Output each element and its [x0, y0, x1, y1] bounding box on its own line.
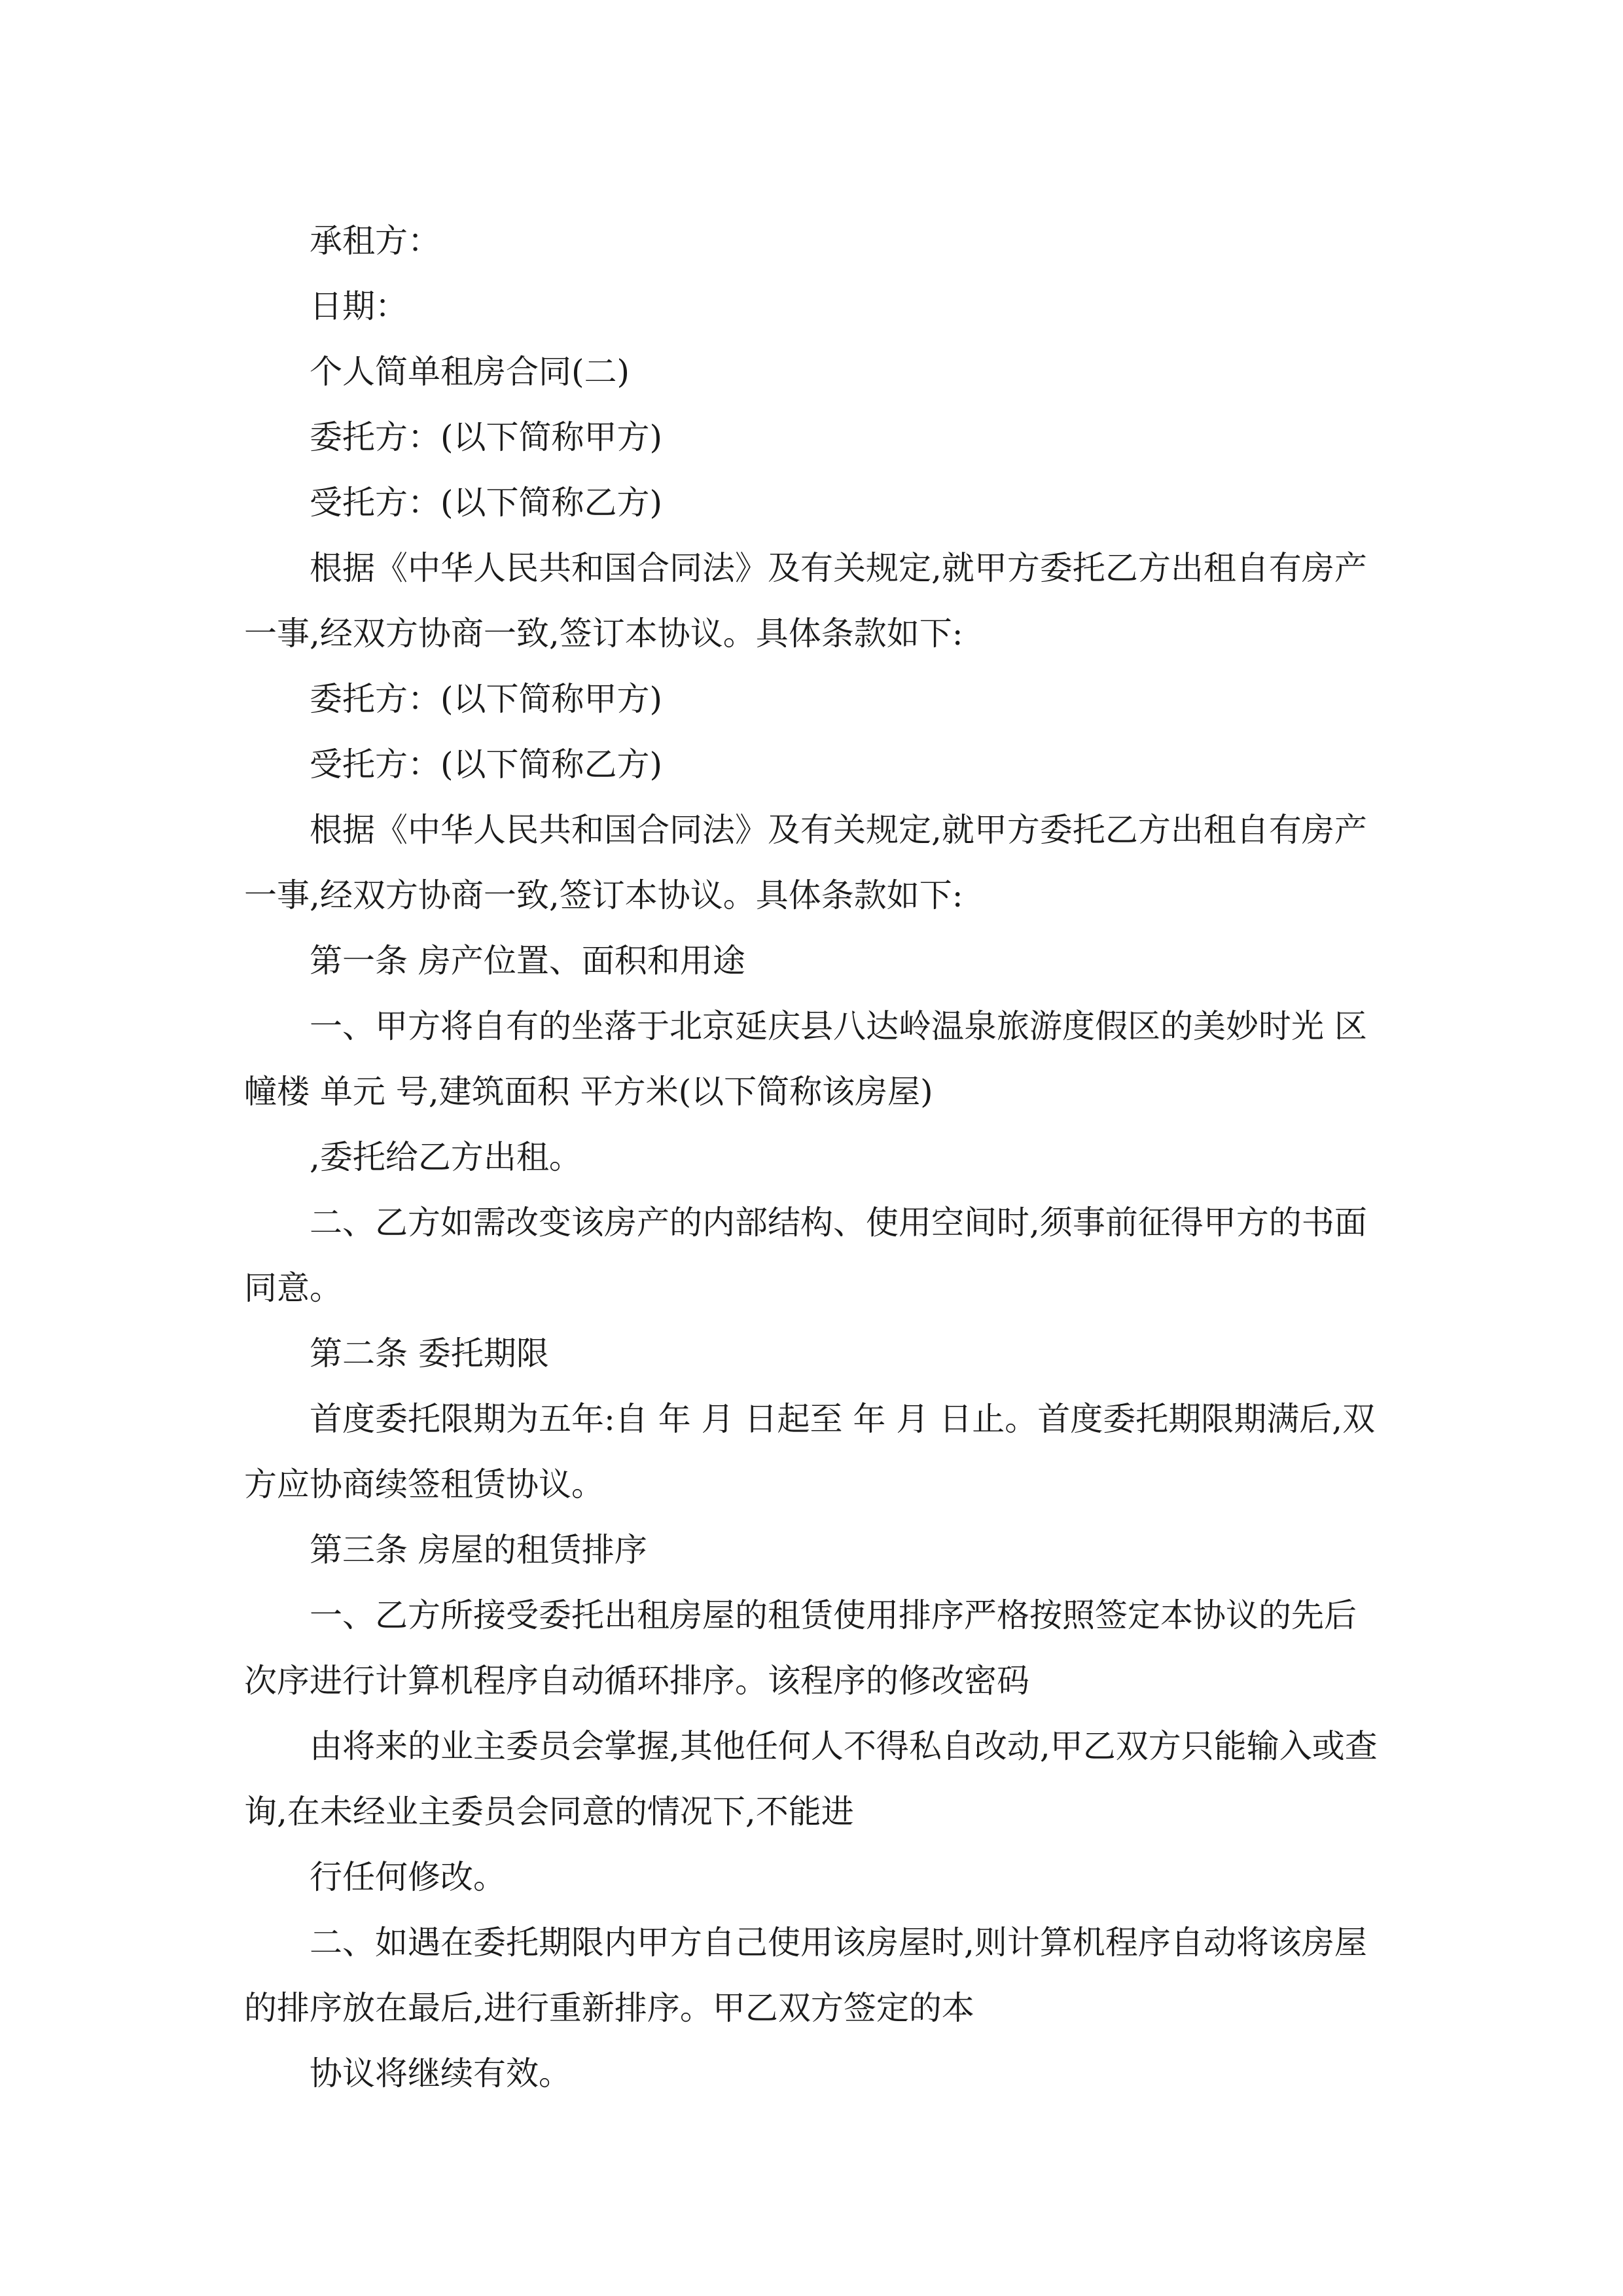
article-1-clause-2: 二、乙方如需改变该房产的内部结构、使用空间时,须事前征得甲方的书面同意。	[244, 1204, 1367, 1307]
paragraph-principal-repeat: 委托方：(以下简称甲方)	[310, 680, 663, 718]
paragraph-basis: 根据《中华人民共和国合同法》及有关规定,就甲方委托乙方出租自有房产一事,经双方协商一致,签订本协议。具体条款如下:	[244, 549, 1367, 653]
article-1-clause-1-cont: ,委托给乙方出租。	[310, 1138, 582, 1176]
article-3-clause-1-cont: 由将来的业主委员会掌握,其他任何人不得私自改动,甲乙双方只能输入或查询,在未经业主委员会同意的情况下,不能进	[244, 1727, 1378, 1831]
paragraph-agent-repeat: 受托方：(以下简称乙方)	[310, 745, 663, 783]
paragraph-basis-repeat: 根据《中华人民共和国合同法》及有关规定,就甲方委托乙方出租自有房产一事,经双方协商一致,签订本协议。具体条款如下:	[244, 811, 1367, 914]
article-3-clause-2: 二、如遇在委托期限内甲方自己使用该房屋时,则计算机程序自动将该房屋的排序放在最后,进行重新排序。甲乙双方签定的本	[244, 1924, 1367, 2027]
article-3-clause-1: 一、乙方所接受委托出租房屋的租赁使用排序严格按照签定本协议的先后次序进行计算机程序自动循环排序。该程序的修改密码	[244, 1596, 1357, 1700]
document-body	[244, 208, 1380, 2106]
paragraph-tenant: 承租方：	[310, 222, 440, 260]
article-3-clause-2-end: 协议将继续有效。	[310, 2054, 571, 2092]
article-2-clause: 首度委托限期为五年:自 年 月 日起至 年 月 日止。首度委托期限期满后,双方应协商续签租赁协议。	[244, 1400, 1376, 1503]
paragraph-date: 日期：	[310, 287, 408, 325]
article-3-heading: 第三条 房屋的租赁排序	[310, 1531, 647, 1569]
article-1-heading: 第一条 房产位置、面积和用途	[310, 942, 745, 980]
paragraph-principal: 委托方：(以下简称甲方)	[310, 418, 663, 456]
paragraph-agent: 受托方：(以下简称乙方)	[310, 484, 663, 522]
article-1-clause-1: 一、甲方将自有的坐落于北京延庆县八达岭温泉旅游度假区的美妙时光 区幢楼 单元 号,建筑面积 平方米(以下简称该房屋)	[244, 1007, 1367, 1111]
article-3-clause-1-end: 行任何修改。	[310, 1858, 506, 1896]
paragraph-contract-title: 个人简单租房合同(二)	[310, 353, 630, 391]
article-2-heading: 第二条 委托期限	[310, 1335, 549, 1372]
